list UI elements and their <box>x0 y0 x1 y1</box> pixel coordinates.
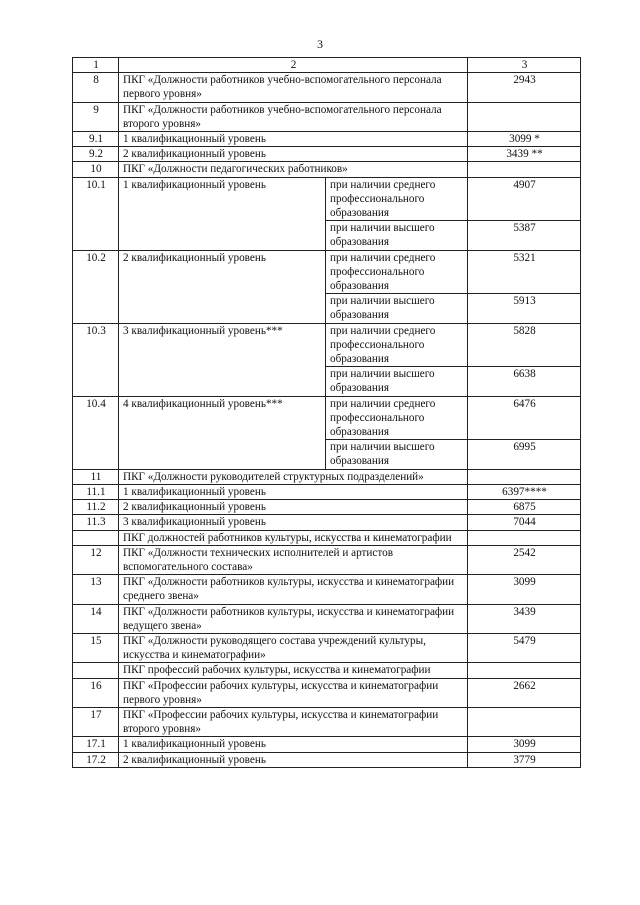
row-value: 3099 * <box>468 132 581 147</box>
row-name: 3 квалификационный уровень*** <box>119 323 326 396</box>
row-value: 3099 <box>468 737 581 752</box>
row-number: 17 <box>73 707 119 736</box>
row-number: 10.1 <box>73 177 119 250</box>
condition-text: при наличии среднего профессионального образования <box>326 323 468 367</box>
condition-text: при наличии высшего образования <box>326 440 468 469</box>
row-value: 5479 <box>468 633 581 662</box>
row-name: ПКГ «Должности работников культуры, искусства и кинематографии ведущего звена» <box>119 604 468 633</box>
row-value: 4907 <box>468 177 581 221</box>
table-row <box>73 250 581 294</box>
row-name: ПКГ «Должности руководящего состава учреждений культуры, искусства и кинематографии» <box>119 633 468 662</box>
row-number: 12 <box>73 545 119 574</box>
row-value: 5387 <box>468 221 581 250</box>
row-number: 11 <box>73 469 119 484</box>
row-number: 9 <box>73 102 119 131</box>
row-name: ПКГ «Должности работников учебно-вспомогательного персонала второго уровня» <box>119 102 468 131</box>
table-row <box>73 484 581 499</box>
row-value: 3439 <box>468 604 581 633</box>
salary-table <box>72 57 581 768</box>
row-number: 9.2 <box>73 147 119 162</box>
row-number: 11.3 <box>73 515 119 530</box>
table-row <box>73 469 581 484</box>
row-number: 17.1 <box>73 737 119 752</box>
row-value <box>468 530 581 545</box>
row-number: 17.2 <box>73 752 119 767</box>
row-name: ПКГ «Должности руководителей структурных подразделений» <box>119 469 468 484</box>
row-name: 2 квалификационный уровень <box>119 500 468 515</box>
row-number <box>73 530 119 545</box>
page-number: 3 <box>317 37 323 51</box>
row-number: 16 <box>73 678 119 707</box>
table-row <box>73 752 581 767</box>
row-value: 6476 <box>468 396 581 440</box>
table-row <box>73 396 581 440</box>
row-name: 1 квалификационный уровень <box>119 177 326 250</box>
table-row <box>73 177 581 221</box>
row-value <box>468 663 581 678</box>
table-row <box>73 707 581 736</box>
row-value: 6875 <box>468 500 581 515</box>
row-number: 10.3 <box>73 323 119 396</box>
table-row <box>73 73 581 102</box>
condition-text: при наличии высшего образования <box>326 221 468 250</box>
row-name: ПКГ «Должности педагогических работников» <box>119 162 468 177</box>
header-col-1: 1 <box>73 58 119 73</box>
table-row <box>73 102 581 131</box>
row-number: 13 <box>73 575 119 604</box>
row-value: 2943 <box>468 73 581 102</box>
row-name: 4 квалификационный уровень*** <box>119 396 326 469</box>
row-number: 11.2 <box>73 500 119 515</box>
row-number: 11.1 <box>73 484 119 499</box>
row-value <box>468 162 581 177</box>
table-row <box>73 663 581 678</box>
table-row <box>73 500 581 515</box>
condition-text: при наличии высшего образования <box>326 367 468 396</box>
table-row <box>73 737 581 752</box>
condition-text: при наличии высшего образования <box>326 294 468 323</box>
row-name: 1 квалификационный уровень <box>119 737 468 752</box>
header-col-2: 2 <box>119 58 468 73</box>
condition-text: при наличии среднего профессионального образования <box>326 396 468 440</box>
table-row <box>73 545 581 574</box>
table-row <box>73 604 581 633</box>
row-number: 14 <box>73 604 119 633</box>
table-row <box>73 132 581 147</box>
table-row <box>73 575 581 604</box>
row-name: ПКГ должностей работников культуры, искусства и кинематографии <box>119 530 468 545</box>
row-number: 10 <box>73 162 119 177</box>
row-number: 10.2 <box>73 250 119 323</box>
row-value: 7044 <box>468 515 581 530</box>
table-row <box>73 147 581 162</box>
row-name: 1 квалификационный уровень <box>119 132 468 147</box>
row-name: ПКГ «Должности работников учебно-вспомогательного персонала первого уровня» <box>119 73 468 102</box>
row-value: 6397**** <box>468 484 581 499</box>
row-name: 1 квалификационный уровень <box>119 484 468 499</box>
row-number <box>73 663 119 678</box>
header-col-3: 3 <box>468 58 581 73</box>
row-name: ПКГ профессий рабочих культуры, искусства и кинематографии <box>119 663 468 678</box>
row-number: 15 <box>73 633 119 662</box>
row-value <box>468 707 581 736</box>
table-row <box>73 162 581 177</box>
row-value: 5913 <box>468 294 581 323</box>
row-name: 2 квалификационный уровень <box>119 147 468 162</box>
row-value: 3099 <box>468 575 581 604</box>
row-value <box>468 469 581 484</box>
table-row <box>73 530 581 545</box>
row-value: 3779 <box>468 752 581 767</box>
row-number: 10.4 <box>73 396 119 469</box>
row-number: 9.1 <box>73 132 119 147</box>
row-value: 6995 <box>468 440 581 469</box>
row-name: 3 квалификационный уровень <box>119 515 468 530</box>
row-value <box>468 102 581 131</box>
row-value: 5828 <box>468 323 581 367</box>
row-value: 2542 <box>468 545 581 574</box>
row-value: 5321 <box>468 250 581 294</box>
table-row <box>73 323 581 367</box>
row-name: 2 квалификационный уровень <box>119 752 468 767</box>
row-value: 6638 <box>468 367 581 396</box>
table-row <box>73 633 581 662</box>
row-name: ПКГ «Должности работников культуры, искусства и кинематографии среднего звена» <box>119 575 468 604</box>
row-name: ПКГ «Профессии рабочих культуры, искусства и кинематографии первого уровня» <box>119 678 468 707</box>
row-value: 2662 <box>468 678 581 707</box>
row-name: 2 квалификационный уровень <box>119 250 326 323</box>
row-name: ПКГ «Должности технических исполнителей и артистов вспомогательного состава» <box>119 545 468 574</box>
condition-text: при наличии среднего профессионального образования <box>326 177 468 221</box>
row-value: 3439 ** <box>468 147 581 162</box>
header-row <box>73 58 581 73</box>
condition-text: при наличии среднего профессионального образования <box>326 250 468 294</box>
row-number: 8 <box>73 73 119 102</box>
row-name: ПКГ «Профессии рабочих культуры, искусства и кинематографии второго уровня» <box>119 707 468 736</box>
table-row <box>73 515 581 530</box>
table-row <box>73 678 581 707</box>
